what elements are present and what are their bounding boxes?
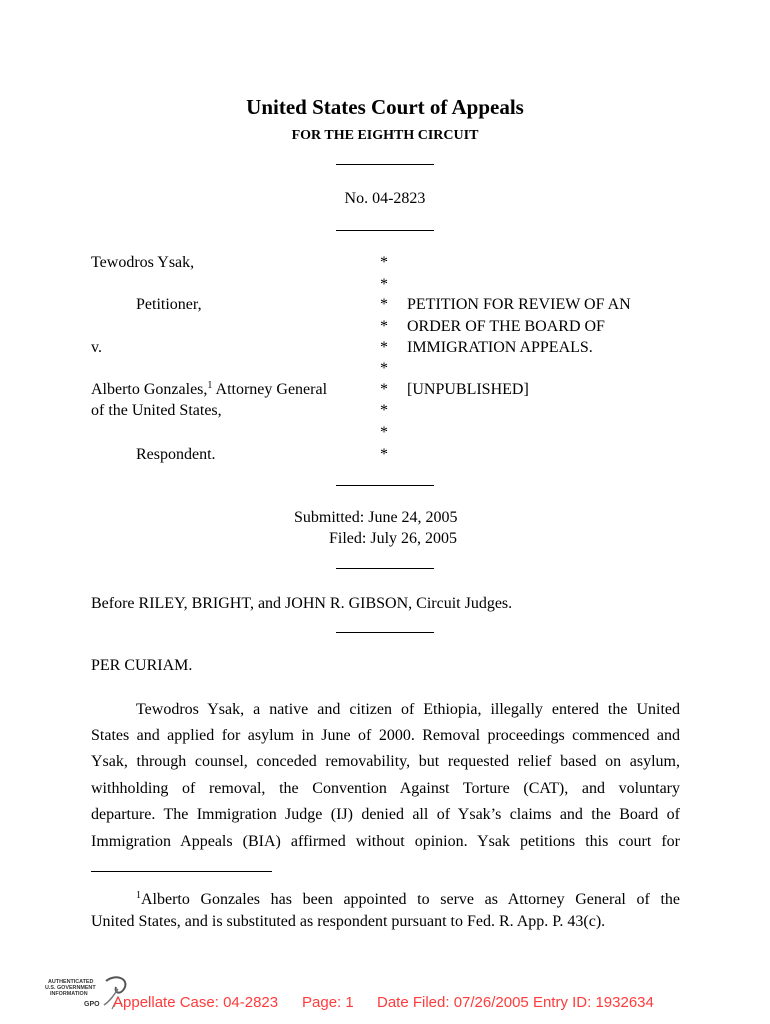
- divider: [336, 485, 434, 486]
- caption-star: *: [380, 254, 388, 271]
- filed-date: Filed: July 26, 2005: [329, 530, 458, 547]
- caption-star: *: [380, 296, 388, 313]
- per-curiam: PER CURIAM.: [91, 657, 193, 674]
- caption-star: *: [380, 381, 388, 398]
- submitted-date: Submitted: June 24, 2005: [294, 509, 458, 526]
- body-line: withholding of removal, the Convention Against Torture (CAT), and voluntary: [91, 780, 680, 797]
- caption-star: *: [380, 360, 388, 377]
- body-line: departure. The Immigration Judge (IJ) denied all of Ysak’s claims and the Board of: [91, 806, 680, 823]
- petitioner-role: Petitioner,: [136, 296, 202, 313]
- footnote-marker: 1: [136, 890, 141, 901]
- footer-page: Page: 1: [302, 994, 354, 1011]
- case-number: No. 04-2823: [344, 190, 426, 207]
- divider: [336, 632, 434, 633]
- divider: [336, 568, 434, 569]
- petition-line-3: IMMIGRATION APPEALS.: [407, 339, 593, 356]
- svg-text:GPO: GPO: [84, 1001, 100, 1008]
- footnote-ref: 1: [207, 380, 213, 391]
- svg-text:U.S. GOVERNMENT: U.S. GOVERNMENT: [45, 985, 96, 991]
- footer-case-number: Appellate Case: 04-2823: [113, 994, 279, 1011]
- body-line: Tewodros Ysak, a native and citizen of Ethiopia, illegally entered the United: [136, 701, 680, 718]
- body-line: Immigration Appeals (BIA) affirmed without opinion. Ysak petitions this court for: [91, 833, 680, 850]
- footnote-line-2: United States, and is substituted as respondent pursuant to Fed. R. App. P. 43(c).: [91, 913, 606, 930]
- footnote-line-1: $^1$Alberto Gonzales has been appointed to serve as Attorney General of the: [136, 890, 680, 908]
- respondent-role: Respondent.: [136, 446, 216, 463]
- respondent-line-1: Alberto Gonzales,$^1$ Attorney General: [91, 380, 328, 398]
- caption-star: *: [380, 446, 388, 463]
- petition-line-2: ORDER OF THE BOARD OF: [407, 318, 605, 335]
- panel-judges: Before RILEY, BRIGHT, and JOHN R. GIBSON, Circuit Judges.: [91, 595, 513, 612]
- unpublished-label: [UNPUBLISHED]: [407, 381, 529, 398]
- versus: v.: [91, 339, 102, 356]
- circuit-subtitle: FOR THE EIGHTH CIRCUIT: [291, 128, 479, 143]
- divider: [336, 164, 434, 165]
- svg-text:AUTHENTICATED: AUTHENTICATED: [48, 979, 94, 985]
- divider: [336, 230, 434, 231]
- petition-line-1: PETITION FOR REVIEW OF AN: [407, 296, 631, 313]
- body-line: Ysak, through counsel, conceded removability, but requested relief based on asylum,: [91, 753, 680, 770]
- caption-star: *: [380, 318, 388, 335]
- respondent-line-2: of the United States,: [91, 402, 222, 419]
- footnote-separator: [91, 871, 272, 872]
- caption-star: *: [380, 424, 388, 441]
- caption-star: *: [380, 339, 388, 356]
- court-title: United States Court of Appeals: [246, 95, 524, 119]
- footer-date-filed: Date Filed: 07/26/2005 Entry ID: 1932634: [377, 994, 654, 1011]
- body-line: States and applied for asylum in June of 2000. Removal proceedings commenced and: [91, 727, 680, 744]
- svg-text:INFORMATION: INFORMATION: [50, 991, 88, 997]
- petitioner-name: Tewodros Ysak,: [91, 254, 195, 271]
- caption-star: *: [380, 402, 388, 419]
- caption-star: *: [380, 276, 388, 293]
